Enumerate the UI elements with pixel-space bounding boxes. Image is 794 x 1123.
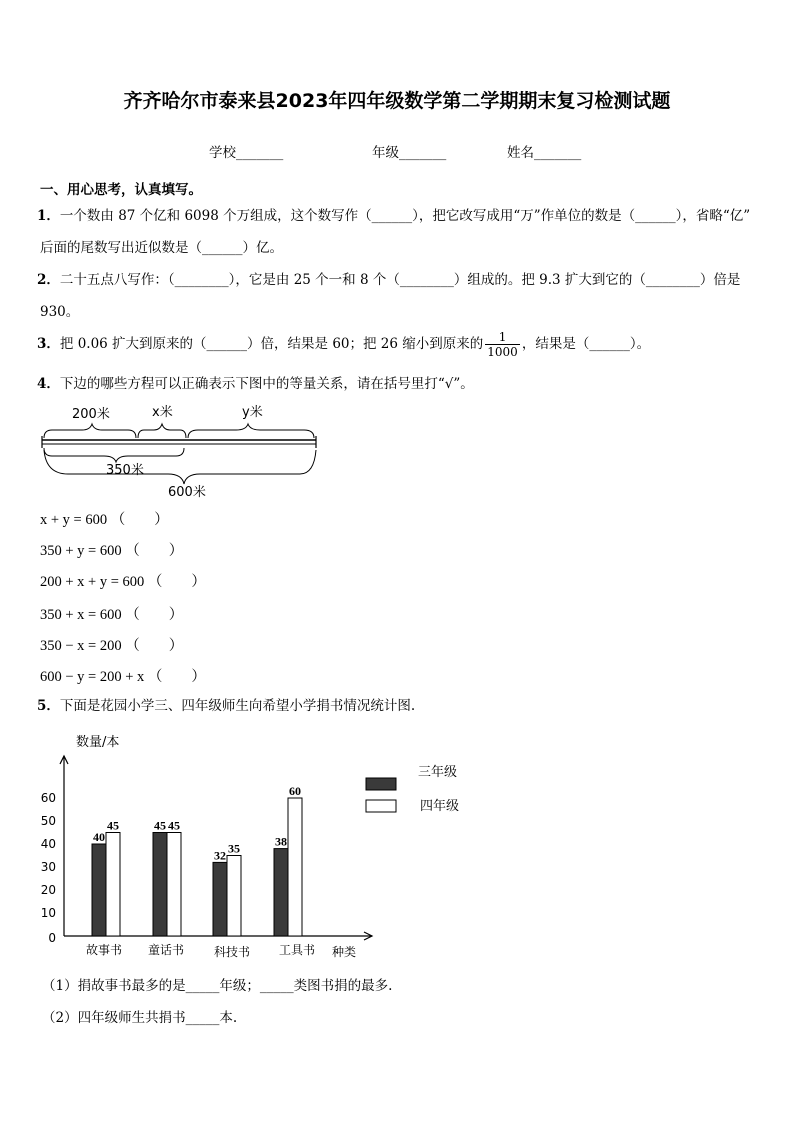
question-number: 4．: [37, 376, 60, 392]
bar: [227, 856, 241, 937]
question-text: 下面是花园小学三、四年级师生向希望小学捐书情况统计图.: [59, 698, 416, 714]
y-tick-label: 50: [40, 814, 56, 828]
brace-200: [44, 424, 136, 438]
equation-option: 350 + y = 600 （ ）: [40, 543, 184, 559]
category-label: 工具书: [279, 943, 316, 957]
legend-swatch: [366, 800, 396, 812]
bar-value-label: 38: [275, 834, 287, 849]
section-heading: 一、用心思考，认真填写。: [40, 182, 202, 198]
equation-option: 200 + x + y = 600 （ ）: [40, 574, 206, 590]
question-5-part-2: （2）四年级师生共捐书_____本.: [42, 1010, 238, 1026]
question-text: 下边的哪些方程可以正确表示下图中的等量关系，请在括号里打“√”。: [59, 376, 474, 392]
bar: [274, 849, 288, 936]
question-1: [37, 208, 750, 224]
question-2: [37, 272, 740, 288]
fraction: [485, 330, 520, 359]
equation-option: 600 − y = 200 + x （ ）: [40, 669, 206, 685]
bar-value-label: 45: [154, 818, 166, 833]
y-tick-label: 10: [40, 906, 56, 920]
equation-option: 350 − x = 200 （ ）: [40, 638, 184, 654]
label-y: y米: [242, 405, 263, 420]
label-200: 200米: [72, 407, 110, 422]
question-text-end: ，结果是（______）。: [521, 336, 651, 352]
bar: [288, 798, 302, 936]
category-label: 童话书: [148, 943, 185, 957]
brace-350: [44, 448, 184, 462]
legend-label: 三年级: [418, 765, 458, 780]
school-field: 学校_______: [209, 145, 284, 161]
y-tick-label: 60: [40, 791, 56, 805]
question-1-continued: 后面的尾数写出近似数是（______）亿。: [40, 240, 283, 256]
fraction-denominator: 1000: [487, 345, 518, 359]
y-tick-label: 20: [40, 883, 56, 897]
bar: [92, 844, 106, 936]
y-tick-label: 40: [40, 837, 56, 851]
question-text: 二十五点八写作：（________），它是由 25 个一和 8 个（________）组成的。把 9.3 扩大到它的（________）倍是: [59, 272, 741, 288]
legend-swatch: [366, 778, 396, 790]
question-text: 一个数由 87 个亿和 6098 个万组成，这个数写作（______），把它改写成用“万”作单位的数是（______），省略“亿”: [59, 208, 751, 224]
question-number: 5．: [37, 698, 60, 714]
bar-value-label: 45: [168, 818, 180, 833]
y-axis-label: 数量/本: [76, 735, 120, 750]
x-axis-label: 种类: [332, 945, 357, 959]
question-text: 把 0.06 扩大到原来的（______）倍，结果是 60；把 26 缩小到原来的: [59, 336, 484, 352]
bar: [153, 833, 167, 937]
bar: [106, 833, 120, 937]
category-label: 故事书: [86, 943, 123, 957]
question-number: 3．: [37, 336, 60, 352]
bar: [167, 833, 181, 937]
brace-x: [138, 424, 186, 438]
fraction-numerator: 1: [485, 330, 520, 345]
grade-field: 年级_______: [372, 145, 447, 161]
y-tick-label: 0: [48, 931, 56, 945]
question-3: [37, 330, 650, 359]
bar-value-label: 60: [289, 784, 301, 798]
bar-value-label: 32: [214, 848, 226, 863]
page-title: 齐齐哈尔市泰来县2023年四年级数学第二学期期末复习检测试题: [123, 90, 671, 112]
name-field: 姓名_______: [507, 145, 582, 161]
bar-chart: [30, 728, 480, 968]
y-tick-label: 30: [40, 860, 56, 874]
legend-label: 四年级: [420, 799, 460, 814]
question-5: [37, 698, 415, 714]
question-number: 1．: [37, 208, 60, 224]
bar-value-label: 40: [93, 830, 105, 844]
label-600: 600米: [168, 485, 206, 500]
equation-option: x + y = 600 （ ）: [40, 512, 169, 528]
line-segment-diagram: [38, 400, 328, 500]
brace-y: [188, 424, 314, 438]
label-350: 350米: [106, 463, 144, 478]
question-5-part-1: （1）捐故事书最多的是_____年级；_____类图书捐的最多.: [42, 978, 393, 994]
bar-value-label: 35: [228, 841, 240, 856]
question-2-continued: 930。: [40, 304, 80, 320]
question-number: 2．: [37, 272, 60, 288]
equation-option: 350 + x = 600 （ ）: [40, 607, 184, 623]
bar-value-label: 45: [107, 818, 119, 833]
label-x: x米: [152, 405, 173, 420]
bar: [213, 862, 227, 936]
question-4: [37, 376, 474, 392]
category-label: 科技书: [214, 945, 251, 959]
